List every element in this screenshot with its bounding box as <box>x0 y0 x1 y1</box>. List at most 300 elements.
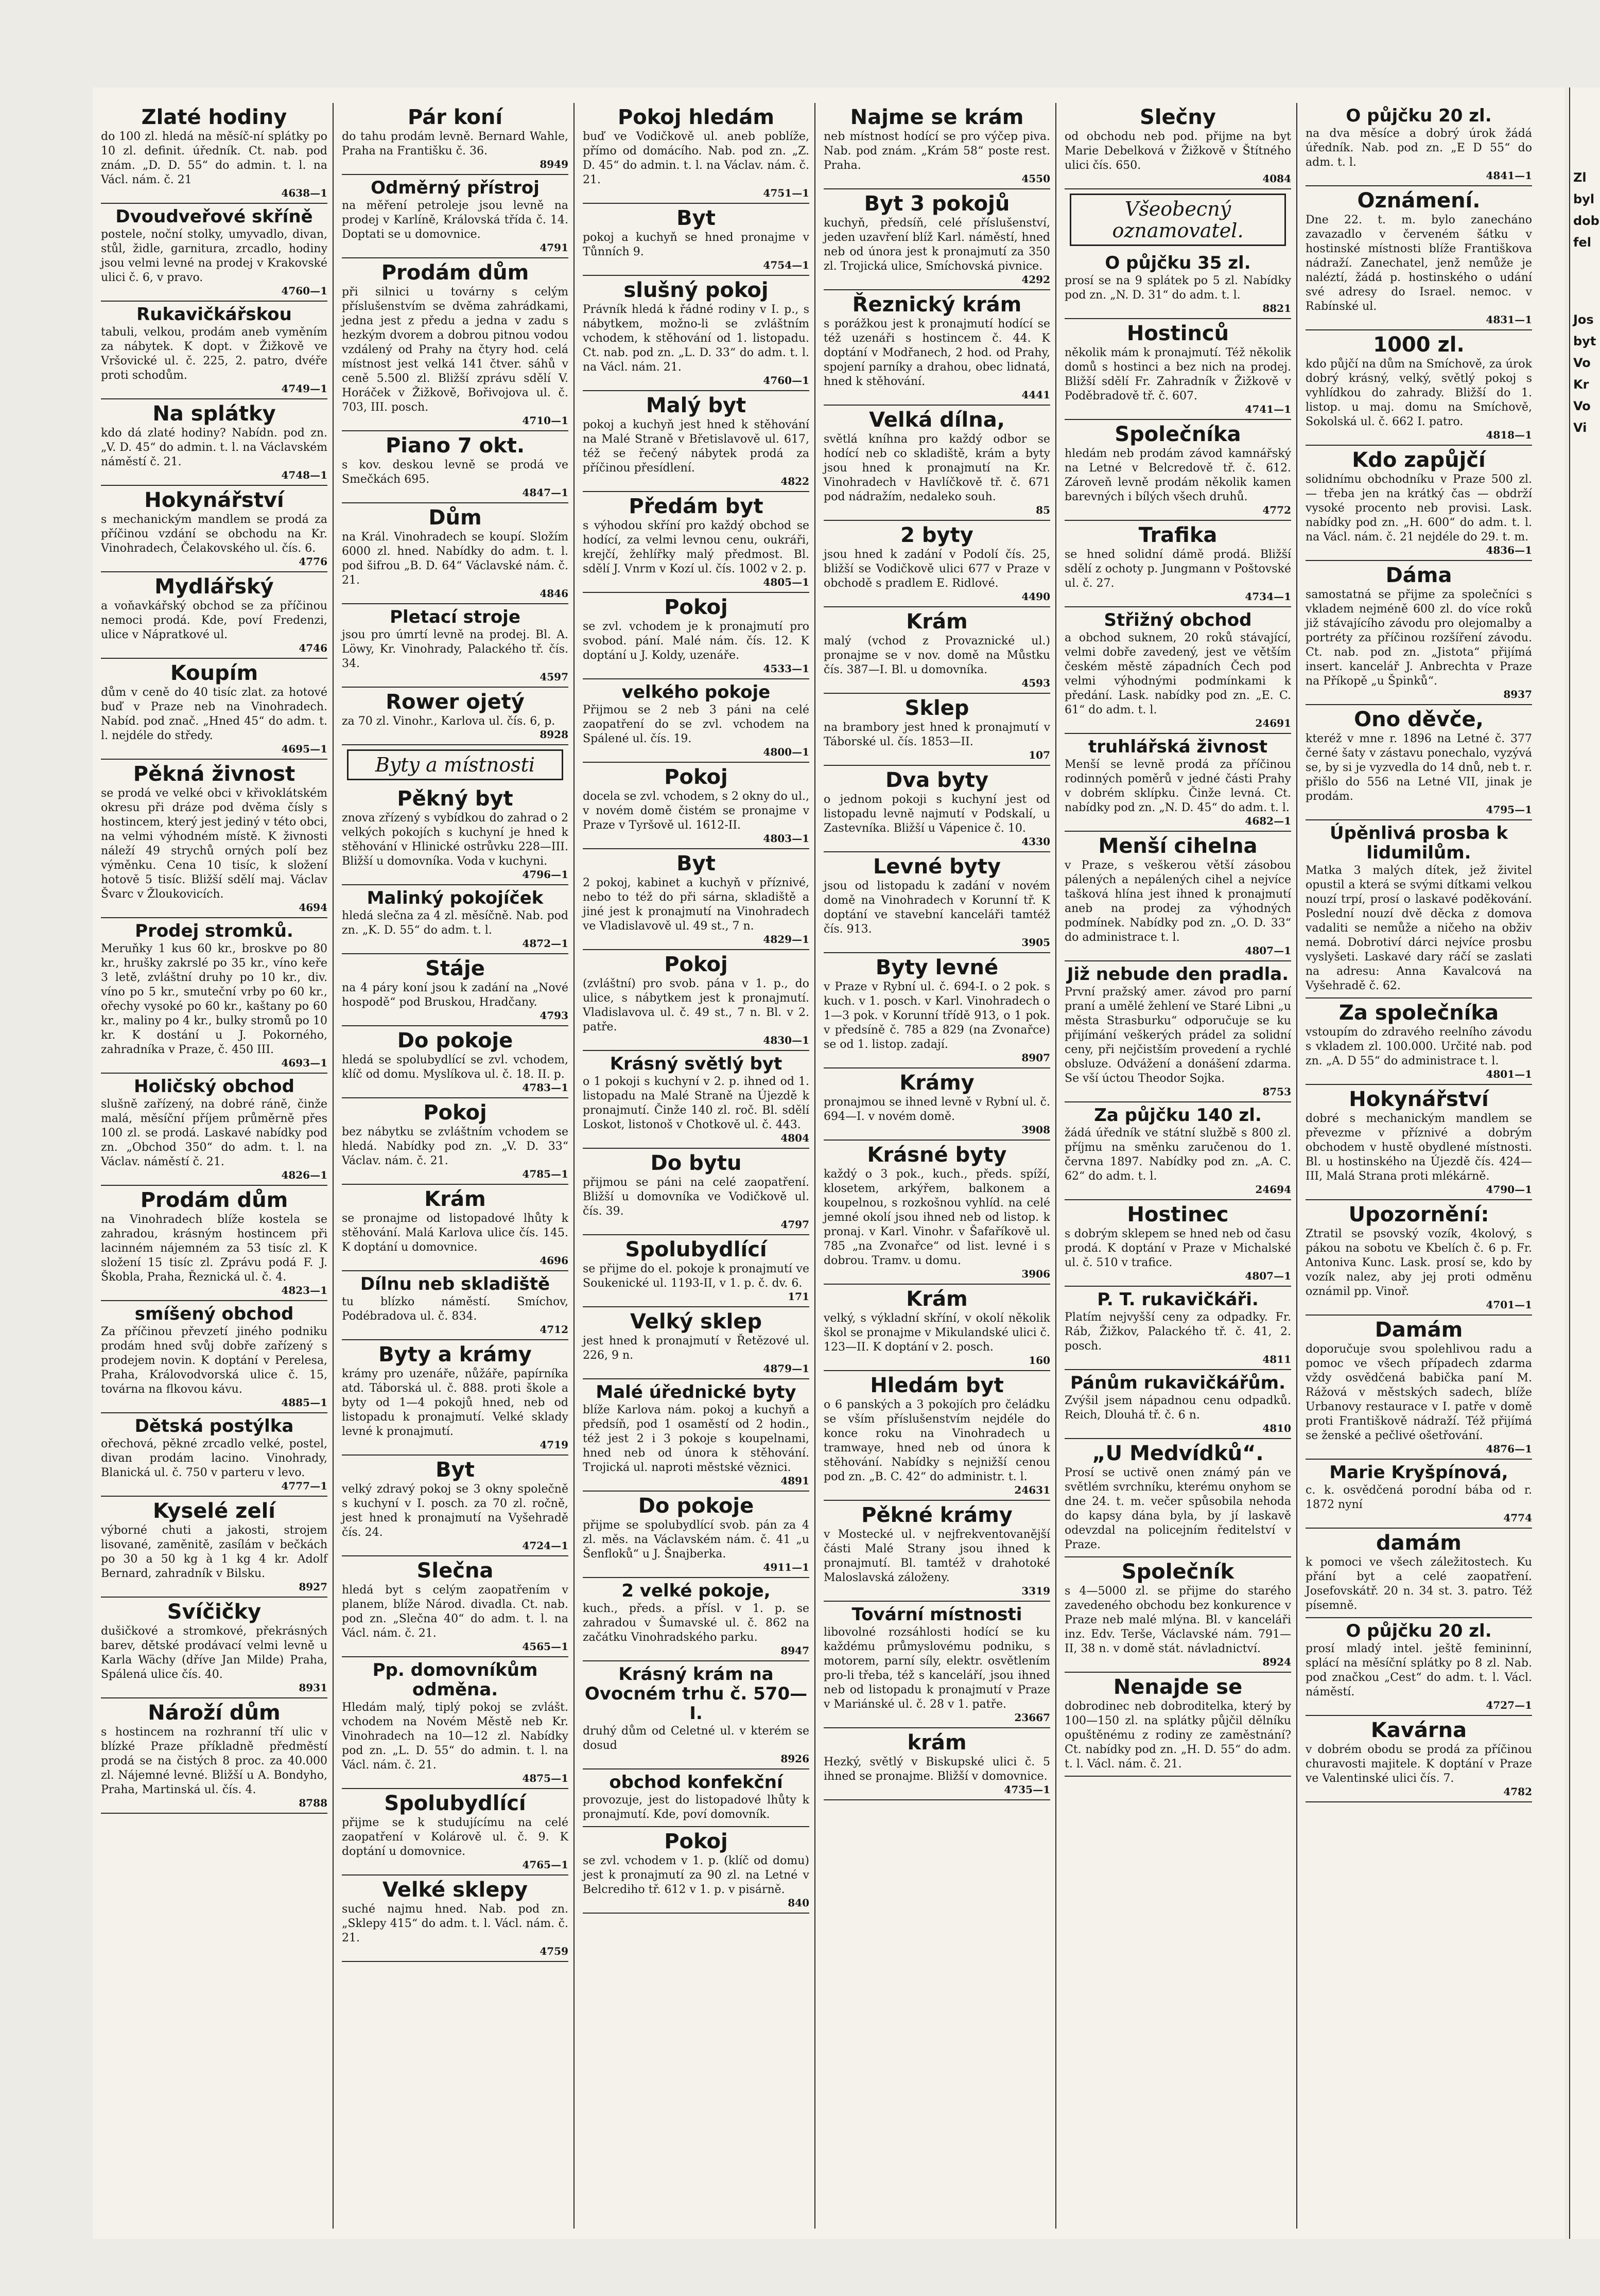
ad-title: Kavárna <box>1370 1719 1467 1742</box>
ad-code: 4490 <box>1021 590 1050 603</box>
classified-ad <box>824 766 1050 852</box>
ad-title: Prodej stromků. <box>135 921 293 941</box>
classified-ad <box>342 1876 568 1962</box>
classified-ad <box>342 1657 568 1789</box>
ad-title: Malé úřednické byty <box>596 1382 796 1403</box>
ad-body: na Vinohradech blíže kostela se zahradou, krásným hostincem při lacinném nájemném za 53 tisíc zl. K složení 15 tisíc zl. Zprávu podá F. J. Škobla, Praha, Řeznická ul. č. 4. <box>101 1213 327 1284</box>
ad-code: 8924 <box>1262 1656 1291 1668</box>
ad-title: krám <box>907 1731 967 1755</box>
ad-body: Dne 22. t. m. bylo zanecháno zavazadlo v červeném šátku v hostinské místnosti blíže Františkova nádraží. Zanechatel, jenž nemůže je naléztí, žádá p. hostinského o udání své adresy do Israel. nemoc. v Rabínské ul. <box>1306 214 1532 313</box>
classified-ad <box>1306 705 1532 820</box>
ad-code: 85 <box>1036 504 1050 516</box>
classified-ad <box>583 204 809 276</box>
ad-body: prosí mladý intel. ještě femininní, splácí na měsíční splátky po 8 zl. Nab. pod značkou „Cest“ do adm. t. l. Václ. náměstí. <box>1306 1642 1532 1698</box>
ad-title: O půjčku 20 zl. <box>1346 106 1492 126</box>
ad-code: 4823—1 <box>281 1284 327 1296</box>
classified-ad <box>824 1068 1050 1141</box>
ad-title: Hledám byt <box>870 1374 1004 1397</box>
ad-title: Pokoj <box>664 1830 728 1853</box>
ad-title: Krám <box>906 610 968 634</box>
ad-body: přijmou se páni na celé zaopatření. Bližší u domovníka ve Vodičkově ul. čís. 39. <box>583 1176 809 1218</box>
ad-title: Do bytu <box>650 1151 742 1175</box>
ad-body: neb místnost hodící se pro výčep piva. Nab. pod znám. „Krám 58“ poste rest. Praha. <box>824 130 1050 172</box>
ad-code: 4734—1 <box>1245 590 1291 603</box>
ad-code: 8821 <box>1262 302 1291 314</box>
ad-title: 2 velké pokoje, <box>621 1581 771 1601</box>
ad-code: 4638—1 <box>281 187 327 199</box>
ad-title: Slečny <box>1140 106 1216 129</box>
ad-title: Ono děvče, <box>1354 708 1484 731</box>
classified-ad <box>1065 607 1291 734</box>
ad-code: 8927 <box>299 1581 327 1593</box>
ad-code: 4804 <box>780 1132 809 1144</box>
column-rule <box>1055 103 1056 2229</box>
ad-title: Malý byt <box>646 394 746 417</box>
ad-body: druhý dům od Celetné ul. v kterém se dosud <box>583 1725 809 1752</box>
ad-code: 23667 <box>1014 1711 1050 1724</box>
ad-body: Hezký, světlý v Biskupské ulici č. 5 ihned se pronajme. Bližší v domovnice. <box>824 1756 1050 1783</box>
ad-body: kdo dá zlaté hodiny? Nabídn. pod zn. „V. D. 45“ do admin. t. l. na Václavském náměstí č. 21. <box>101 427 327 468</box>
ad-title: Předám byt <box>629 495 763 518</box>
classified-ad <box>1065 961 1291 1102</box>
classified-ad <box>101 103 327 204</box>
ad-body: při silnici u továrny s celým příslušenstvím se dvěma zahrádkami, jedna jest z předu a jedna v zadu s hezkým dvorem a dobrou pitnou vodou vzdálený od Prahy na čtyry hod. celá místnost jest velká 141 čtver. sáhů v ceně 5.500 zl. Bližší zprávu sdělí V. Horáček v Žižkově, Bořivojova ul. č. 703, III. posch. <box>342 286 568 414</box>
ad-body: Zvýšil jsem nápadnou cenu odpadků. Reich, Dlouhá tř. č. 6 n. <box>1065 1394 1291 1422</box>
ad-code: 4811 <box>1262 1353 1291 1365</box>
ad-title: Nenajde se <box>1113 1675 1243 1699</box>
ad-code: 8928 <box>540 728 568 741</box>
ad-body: dobrodinec neb dobroditelka, který by 100—150 zl. na splátky půjčil dělníku opuštěnému z rodiny ze zaměstnání? Ct. nabídky pod zn. „H. D. 55“ do adm. t. l. Václ. nám. č. 21. <box>1065 1700 1291 1771</box>
ad-code: 4710—1 <box>522 414 568 427</box>
ad-title: Na splátky <box>152 402 276 426</box>
ad-body: se zvl. vchodem v 1. p. (klíč od domu) jest k pronajmutí za 90 zl. na Letné v Belcrediho tř. 612 v 1. p. v pisárně. <box>583 1854 809 1896</box>
ad-code: 4805—1 <box>763 576 809 588</box>
ad-body: jsou pro úmrtí levně na prodej. Bl. A. Löwy, Kr. Vinohrady, Palackého tř. čís. 34. <box>342 628 568 670</box>
classified-ad <box>824 953 1050 1068</box>
ad-title: Velké sklepy <box>382 1878 528 1902</box>
ad-code: 4801—1 <box>1486 1068 1532 1080</box>
ad-body: doporučuje svou spolehlivou radu a pomoc ve všech případech zdarma vždy osvědčená babička paní M. Rážová v městských sadech, blíže Urbanovy restaurace v I. patře v domě proti Františkově nádraží. Též přijímá se ženské a pečlivé ošetřování. <box>1306 1343 1532 1442</box>
ad-code: 4330 <box>1021 835 1050 848</box>
ad-body: kuchyň, předsíň, celé příslušenství, jeden uzavření blíž Karl. náměstí, hned neb od února jest k pronajmutí za 350 zl. Trojická ulice, Smíchovská pivnice. <box>824 217 1050 273</box>
classified-column-6 <box>1303 103 1534 2229</box>
ad-code: 4796—1 <box>522 868 568 881</box>
ad-body: jsou od listopadu k zadání v novém domě na Vinohradech v Korunní tř. K doptání ve stavební kanceláři tamtéž čís. 913. <box>824 880 1050 936</box>
ad-title: Střižný obchod <box>1104 610 1252 630</box>
ad-code: 4701—1 <box>1486 1299 1532 1311</box>
ad-code: 4696 <box>540 1254 568 1267</box>
classified-ad <box>583 950 809 1051</box>
ad-title: Pěkná živnost <box>133 762 295 786</box>
classified-ad <box>1306 1085 1532 1200</box>
adjacent-page-fragment: Kr <box>1573 377 1589 392</box>
classified-ad <box>1065 1370 1291 1439</box>
ad-title: Pánům rukavičkářům. <box>1070 1373 1285 1393</box>
classified-ad <box>1065 103 1291 189</box>
ad-title: Spolubydlící <box>625 1238 767 1261</box>
ad-body: s dobrým sklepem se hned neb od času prodá. K doptání v Praze v Michalské ul. č. 510 v trafice. <box>1065 1228 1291 1269</box>
ad-body: hledám neb prodám závod kamnářský na Letné v Belcredově tř. č. 612. Zároveň levně prodám několik kamen barevných i bílých všech druhů. <box>1065 447 1291 503</box>
classified-ad <box>583 1235 809 1307</box>
classified-ad <box>342 1185 568 1271</box>
column-rule <box>573 103 575 2229</box>
ad-body: docela se zvl. vchodem, s 2 okny do ul., v novém domě čistém se pronajme v Praze v Tyršově ul. 1612-II. <box>583 790 809 832</box>
classified-ad <box>824 1141 1050 1285</box>
ad-code: 4818—1 <box>1486 429 1532 441</box>
classified-ad <box>101 1698 327 1814</box>
ad-code: 4746 <box>299 642 327 654</box>
classified-ad <box>583 849 809 950</box>
ad-title: obchod konfekční <box>609 1772 783 1793</box>
ad-title: Koupím <box>170 661 258 685</box>
classified-ad <box>1065 832 1291 961</box>
ad-body: s výhodou skříní pro každý obchod se hodící, za velmi levnou cenu, oukráři, krejčí, žehlířky malý předmost. Bl. sdělí J. Vnrm v Kozí ul. čís. 1002 v 2. p. <box>583 519 809 575</box>
ad-body: s porážkou jest k pronajmutí hodící se též uzenáři s hostincem č. 44. K doptání v Modřanech, 2 hod. od Prahy, spojení parníky a drahou, obec lidnatá, hned k stěhování. <box>824 318 1050 388</box>
ad-body: Meruňky 1 kus 60 kr., broskve po 80 kr., hrušky zakrslé po 35 kr., víno keře 3 letě, zvláštní druhy po 10 kr., div. víno po 5 kr., smuteční vrby po 60 kr., ořechy vysoké po 60 kr., kaštany po 60 kr., maliny po 4 kr., bulky stromů po 10 kr. K dostání u J. Pokorného, zahradníka v Praze, č. 450 III. <box>101 942 327 1056</box>
ad-code: 4872—1 <box>522 937 568 950</box>
ad-body: od obchodu neb pod. přijme na byt Marie Debelková v Žižkově v Štítného ulici čís. 650. <box>1065 130 1291 172</box>
ad-body: slušně zařízený, na dobré ráně, činže malá, měsíční příjem průměrně přes 100 zl. se prodá. Laskavé nabídky pod zn. „Obchod 350“ do adm. t. l. na Václav. náměstí č. 21. <box>101 1098 327 1168</box>
ad-code: 4597 <box>540 671 568 683</box>
classified-ad <box>101 204 327 302</box>
ad-code: 8926 <box>780 1752 809 1765</box>
ad-body: pokoj a kuchyň jest hned k stěhování na Malé Straně v Břetislavově ul. 617, též se řečený nábytek prodá za příčinou přesídlení. <box>583 418 809 475</box>
ad-body: v Praze, s veškerou větší zásobou pálených a nepálených cihel a nejvíce tašková hlína jest ihned k pronajmutí aneb na prodej za výhodných podmínek. Nabídky pod zn. „O. D. 33“ do administrace t. l. <box>1065 859 1291 944</box>
classified-ad <box>824 1501 1050 1602</box>
ad-code: 4724—1 <box>522 1539 568 1552</box>
ad-body: v Mostecké ul. v nejfrekventovanější části Malé Strany jsou ihned k pronajmutí. Bl. tamtéž v drahotoké Maloslavská záloženy. <box>824 1528 1050 1584</box>
ad-title: Hostinců <box>1126 322 1229 345</box>
classified-ad <box>1306 1316 1532 1460</box>
ad-title: Úpěnlivá prosba k lidumilům. <box>1330 823 1508 863</box>
ad-code: 4875—1 <box>522 1772 568 1784</box>
ad-body: světlá kníhna pro každý odbor se hodící neb co skladiště, krám a byty jsou hned k pronajmutí na Kr. Vinohradech v Havlíčkově tř. č. 671 pod nádražím, nedaleko souh. <box>824 433 1050 503</box>
ad-code: 840 <box>788 1897 809 1909</box>
ad-body: a voňavkářský obchod se za příčinou nemoci prodá. Kde, poví Fredenzi, ulice v Nápratkové ul. <box>101 600 327 641</box>
ad-body: Prosí se uctivě onen známý pán ve světlém svrchníku, kterému onyhom se dne 24. t. m. večer spůsobila nehoda do kapsy dána byla, by jí laskavě odevzdal na policejním ředitelství v Praze. <box>1065 1466 1291 1551</box>
ad-body: o 6 panských a 3 pokojích pro čeládku se vším příslušenstvím nejdéle do konce roku na Vinohradech u tramwaye, hned neb od února k stěhování. Nabídky s nejnižší cenou pod zn. „B. C. 42“ do administr. t. l. <box>824 1398 1050 1483</box>
classified-ad <box>101 659 327 760</box>
ad-title: Zlaté hodiny <box>141 106 287 129</box>
ad-body: Hledám malý, tiplý pokoj se zvlášt. vchodem na Novém Městě neb Kr. Vinohradech na 10—12 zl. Nabídky pod zn. „L. D. 55“ do admin. t. l. na Václ. nám. č. 21. <box>342 1701 568 1772</box>
ad-title: Odměrný přístroj <box>371 178 540 198</box>
classified-ad <box>1065 1673 1291 1777</box>
ad-title: Pletací stroje <box>390 607 520 627</box>
ad-code: 4885—1 <box>281 1396 327 1409</box>
ad-title: Za půjčku 140 zl. <box>1094 1105 1262 1126</box>
ad-body: se prodá ve velké obci v křivoklátském okresu při dráze pod dvěma čísly s hostincem, který jest jediný v této obci, na velmi výhodném místě. K živnosti náleží 49 strychů orných polí bez výměnku. Cena 10 tisíc, k složení hotově 5 tisíc. Bližší sdělí maj. Václav Švarc v Žloukovicích. <box>101 787 327 901</box>
adjacent-page-fragment: Vo <box>1573 399 1591 413</box>
classified-column-3 <box>581 103 811 2229</box>
ad-body: libovolné rozsáhlosti hodící se ku každému průmyslovému podniku, s motorem, parní síly, elektr. osvětlením pro-li třeba, též s kanceláří, jsou ihned neb od listopadu k pronajmutí v Praze v Mariánské ul. č. 28 v 1. patře. <box>824 1626 1050 1711</box>
ad-title: Damám <box>1375 1318 1463 1342</box>
classified-ad <box>583 1051 809 1149</box>
column-rule <box>814 103 815 2229</box>
ad-title: 1000 zl. <box>1373 333 1465 357</box>
ad-title: Upozornění: <box>1348 1203 1489 1226</box>
classified-ad <box>342 954 568 1026</box>
ad-code: 4719 <box>540 1439 568 1451</box>
classified-ad <box>342 1271 568 1340</box>
ad-body: se zvl. vchodem je k pronajmutí pro svobod. pání. Malé nám. čís. 12. K doptání u J. Koldy, uzenáře. <box>583 620 809 662</box>
classified-ad <box>583 1661 809 1769</box>
ad-body: Platím nejvyšší ceny za odpadky. Fr. Ráb, Žižkov, Palackého tř. č. 41, 2. posch. <box>1065 1311 1291 1353</box>
ad-title: Byty a krámy <box>378 1343 532 1366</box>
ad-title: „U Medvídků“. <box>1092 1442 1264 1465</box>
ad-title: smíšený obchod <box>134 1304 294 1324</box>
ad-body: se pronajme od listopadové lhůty k stěhování. Malá Karlova ulice čís. 145. K doptání u domovnice. <box>342 1212 568 1254</box>
ad-code: 4800—1 <box>763 746 809 758</box>
ad-title: P. T. rukavičkáři. <box>1097 1289 1259 1310</box>
classified-ad <box>583 1578 809 1661</box>
ad-body: Matka 3 malých dítek, jež živitel opustil a která se svými dítkami velkou nouzí trpí, prosí o laskavé poděkování. Poslední nouzí dvě děcka z domova vadaliti se nemůže a ničeho na obživ nemá. Dobrotiví dárci nejvíce prosbu vyslyšeti. Laskavé dary ráčí se zaslati na adresu: Anna Kavalcová na Vyšehradě č. 62. <box>1306 864 1532 992</box>
ad-code: 8949 <box>540 158 568 170</box>
classified-ad <box>101 572 327 659</box>
ad-body: několik mám k pronajmutí. Též několik domů s hostinci a bez nich na prodej. Bližší sdělí Fr. Zahradník v Žižkově v Poděbradově tř. č. 607. <box>1065 346 1291 402</box>
classified-ad <box>1065 1287 1291 1370</box>
ad-body: Ztratil se psovský vozík, 4kolový, s pákou na sobotu ve Kbelích č. 6 p. Fr. Antoniva Kunc. Lask. prosí se, kdo by vozík nalez, aby jej proti odměnu oznámil pp. Vinoř. <box>1306 1228 1532 1298</box>
classified-ad <box>1306 998 1532 1085</box>
classified-ad <box>824 607 1050 694</box>
ad-body: Za příčinou převzetí jiného podniku prodám hned svůj dobře zařízený s prodejem novin. K doptání v Perelesa, Praha, Královodvorská ulice č. 15, továrna na flkovou kávu. <box>101 1325 327 1396</box>
ad-code: 4712 <box>540 1323 568 1336</box>
ad-title: Mydlářský <box>154 575 274 599</box>
ad-body: s hostincem na rozhranní tří ulic v blízké Praze příkladně předměstí prodá se na čistých 8 proc. za 40.000 zl. Nájemné levné. Bližší u A. Bondyho, Praha, Martinská ul. čís. 4. <box>101 1726 327 1796</box>
ad-code: 4751—1 <box>763 187 809 199</box>
ad-code: 4760—1 <box>281 285 327 297</box>
ad-body: ořechová, pěkné zrcadlo velké, postel, divan prodám lacino. Vinohrady, Blanická ul. č. 750 v parteru v levo. <box>101 1438 327 1479</box>
ad-code: 4292 <box>1021 273 1050 286</box>
ad-body: bez nábytku se zvláštním vchodem se hledá. Nabídky pod zn. „V. D. 33“ Václav. nám. č. 21. <box>342 1126 568 1167</box>
ad-title: Pp. domovníkům odměna. <box>372 1660 538 1700</box>
ad-body: na brambory jest hned k pronajmutí v Táborské ul. čís. 1853—II. <box>824 721 1050 748</box>
ad-title: Rower ojetý <box>386 690 525 714</box>
classified-ad <box>1306 1716 1532 1802</box>
ad-body: jest hned k pronajmutí v Řetězové ul. 226, 9 n. <box>583 1335 809 1362</box>
classified-ad <box>824 189 1050 290</box>
classified-ad <box>342 1789 568 1876</box>
ad-code: 4748—1 <box>281 469 327 481</box>
classified-ad <box>824 103 1050 189</box>
classified-ad <box>101 486 327 572</box>
classified-ad <box>342 688 568 745</box>
ad-body: jsou hned k zadání v Podolí čís. 25, bližší se Vodičkově ulici 677 v Praze v obchodě s pradlem E. Ridlové. <box>824 548 1050 590</box>
ad-body: na Král. Vinohradech se koupí. Složím 6000 zl. hned. Nabídky do adm. t. l. pod šifrou „B. D. 64“ Václavské nám. č. 21. <box>342 531 568 587</box>
ad-body: v dobrém obodu se prodá za příčinou churavosti majitele. K doptání v Praze ve Valentinské ulici čís. 7. <box>1306 1743 1532 1785</box>
ad-body: pronajmou se ihned levně v Rybní ul. č. 694—I. v novém domě. <box>824 1096 1050 1123</box>
column-rule <box>1296 103 1297 2229</box>
ad-code: 4593 <box>1021 677 1050 689</box>
ad-title: Byt <box>436 1458 475 1482</box>
ad-title: velkého pokoje <box>621 682 771 703</box>
ad-title: Byt 3 pokojů <box>864 192 1010 216</box>
classified-ad <box>101 918 327 1074</box>
classified-ad <box>583 679 809 763</box>
ad-title: Krásný světlý byt <box>610 1054 782 1074</box>
ad-body: se hned solidní dámě prodá. Bližší sdělí z ochoty p. Jungmann v Poštovské ul. č. 27. <box>1065 548 1291 590</box>
ad-code: 4533—1 <box>763 662 809 675</box>
classified-ad <box>583 1307 809 1379</box>
classified-ad <box>583 391 809 492</box>
adjacent-page-fragment: byt <box>1573 334 1596 348</box>
ad-code: 4829—1 <box>763 933 809 945</box>
ad-body: s 4—5000 zl. se přijme do starého zavedeného obchodu bez konkurence v Praze neb malé mlýna. Bl. v kanceláři inz. Edv. Terše, Václavské nám. 791—II, 38 n. v domě stát. návladnictví. <box>1065 1585 1291 1655</box>
adjacent-page-fragment: Vo <box>1573 356 1591 370</box>
classified-ad <box>342 1340 568 1456</box>
ad-title: Prodám dům <box>381 261 529 285</box>
ad-body: v Praze v Rybní ul. č. 694-I. o 2 pok. s kuch. v 1. posch. v Karl. Vinohradech o 1—3 pok. v Korunní třídě 913, o 1 pok. v předsíně č. 785 a 829 (na Zvonařce) se od 1. listop. zadají. <box>824 980 1050 1051</box>
classified-ad <box>824 1371 1050 1501</box>
ad-title: Krásný krám na Ovocném trhu č. 570—I. <box>584 1664 808 1724</box>
ad-body: malý (vchod z Provaznické ul.) pronajme se v nov. domě na Můstku čís. 387—I. Bl. u domovníka. <box>824 635 1050 676</box>
ad-code: 4783—1 <box>522 1081 568 1094</box>
ad-body: dům v ceně do 40 tisíc zlat. za hotové buď v Praze neb na Vinohradech. Nabíd. pod znač. „Hned 45“ do adm. t. l. nejdéle do středy. <box>101 686 327 742</box>
ad-title: Velká dílna, <box>869 408 1005 432</box>
ad-code: 4879—1 <box>763 1362 809 1375</box>
ad-code: 4693—1 <box>281 1057 327 1069</box>
ad-code: 4793 <box>540 1009 568 1022</box>
classified-ad <box>1306 1200 1532 1316</box>
ad-code: 8947 <box>780 1644 809 1657</box>
ad-title: Pár koní <box>407 106 503 129</box>
ad-body: samostatná se přijme za společníci s vkladem nejméně 600 zl. do více roků již stávajícího závodu pro olejomalby a portréty za příčinou rozšíření závodu. Ct. nab. pod zn. „Jistota“ přijímá insert. kancelář J. Anbrechta v Praze na Příkopě „u Špinků“. <box>1306 588 1532 688</box>
ad-body: postele, noční stolky, umyvadlo, divan, stůl, židle, garnitura, zrcadlo, hodiny jsou velmi levné na prodej v Krakovské ulici č. 6, v pravo. <box>101 228 327 284</box>
ad-code: 4911—1 <box>763 1561 809 1573</box>
ad-body: První pražský amer. závod pro parní praní a umělé žehlení ve Staré Libni „u města Strasburku“ odporučuje se ku přijímání veškerých prádel za solidní ceny, při nejčistším provedení a rychlé obsluze. Odvážení a donášení zdarma. Se vší úctou Theodor Sojka. <box>1065 986 1291 1085</box>
ad-title: damám <box>1376 1531 1462 1555</box>
classified-ad <box>101 1074 327 1186</box>
ad-title: Pokoj <box>664 595 728 619</box>
ad-body: prosí se na 9 splátek po 5 zl. Nabídky pod zn. „N. D. 31“ do adm. t. l. <box>1065 274 1291 302</box>
ad-body: každý o 3 pok., kuch., předs. spíží, klosetem, arkýřem, balkonem a koupelnou, s rozkošnou vyhlíd. na celé jemné okolí jsou ihned neb od listop. k pronaj. v Karl. Vinohr. v Šafaříkově ul. 785 „na Zvonařce“ od list. levné i s dobrou. Tramv. u domu. <box>824 1168 1050 1267</box>
ad-title: slušný pokoj <box>623 278 769 302</box>
ad-code: 4876—1 <box>1486 1443 1532 1455</box>
classified-ad <box>824 521 1050 607</box>
ad-body: blíže Karlova nám. pokoj a kuchyň a předsíň, pod 1 osaměstí od 2 hodin., též jest 2 i 3 pokoje s koupelnami, hned neb od února k stěhování. Trojická ul. naproti městské věznici. <box>583 1404 809 1474</box>
ad-title: Kyselé zelí <box>152 1499 276 1523</box>
ad-code: 4550 <box>1021 172 1050 185</box>
classified-ad <box>1306 330 1532 446</box>
ad-title: Za společníka <box>1338 1001 1499 1025</box>
ad-code: 4782 <box>1503 1785 1532 1798</box>
classified-ad <box>583 276 809 391</box>
classified-ad <box>1065 1200 1291 1287</box>
ad-title: Hokynářství <box>1349 1088 1489 1111</box>
ad-code: 4741—1 <box>1245 403 1291 415</box>
ad-title: Pěkné krámy <box>861 1503 1013 1527</box>
ad-body: žádá úředník ve státní službě s 800 zl. příjmu na směnku zaručenou do 1. června 1897. Nabídky pod zn. „A. C. 62“ do adm. t. l. <box>1065 1127 1291 1183</box>
ad-code: 4754—1 <box>763 259 809 271</box>
ad-body: k pomoci ve všech záležitostech. Ku přání byt a celé zaopatření. Josefovskátř. 20 n. 34 st. 3. patro. Též písemně. <box>1306 1556 1532 1612</box>
ad-title: Trafika <box>1138 523 1218 547</box>
classified-ad <box>824 852 1050 953</box>
classified-ad <box>824 694 1050 766</box>
ad-code: 4727—1 <box>1486 1699 1532 1711</box>
classified-ad <box>101 1301 327 1413</box>
ad-code: 160 <box>1029 1354 1050 1366</box>
classified-ad <box>342 503 568 604</box>
ad-code: 4826—1 <box>281 1169 327 1181</box>
classified-ad <box>583 492 809 593</box>
ad-title: Pěkný byt <box>397 787 513 811</box>
classified-ad <box>101 760 327 918</box>
ad-title: Svíčičky <box>167 1600 262 1624</box>
ad-title: Hostinec <box>1127 1203 1229 1226</box>
ad-title: Sklep <box>905 696 969 720</box>
ad-code: 171 <box>788 1290 809 1303</box>
classified-ad <box>583 1827 809 1914</box>
adjacent-page-fragment: Jos <box>1573 312 1594 327</box>
ad-code: 107 <box>1029 749 1050 761</box>
ad-body: velký, s výkladní skříní, v okolí několik škol se pronajme v Mikulandské ulici č. 123—II. K doptání v 2. posch. <box>824 1312 1050 1354</box>
ad-title: 2 byty <box>900 523 973 547</box>
ad-body: se přijme do el. pokoje k pronajmutí ve Soukenické ul. 1193-II, v 1. p. č. dv. 6. <box>583 1263 809 1290</box>
ad-code: 4810 <box>1262 1422 1291 1434</box>
ad-title: Stáje <box>425 957 485 980</box>
ad-code: 4830—1 <box>763 1034 809 1046</box>
adjacent-page-text <box>1570 87 1600 435</box>
ad-body: výborné chuti a jakosti, strojem lisované, zaměnitě, zasílám v bečkách po 30 a 50 kg à 1 kg 4 kr. Adolf Bernard, zahradník v Bilsku. <box>101 1524 327 1580</box>
classified-ad <box>101 1413 327 1497</box>
classified-ad <box>1065 521 1291 607</box>
ad-code: 4695—1 <box>281 743 327 755</box>
ad-code: 4891 <box>780 1475 809 1487</box>
classified-ad <box>1306 820 1532 998</box>
ad-code: 4759 <box>540 1945 568 1957</box>
ad-code: 4836—1 <box>1486 544 1532 556</box>
classified-ad <box>1065 1102 1291 1200</box>
ad-body: (zvláštní) pro svob. pána v 1. p., do ulice, s nábytkem jest k pronajmutí. Vladislavova ul. č. 49 st., 7 n. Bl. v 2. patře. <box>583 977 809 1033</box>
ad-code: 4803—1 <box>763 832 809 845</box>
ad-title: Krámy <box>899 1071 975 1095</box>
ad-body: o 1 pokoji s kuchyní v 2. p. ihned od 1. listopadu na Malé Straně na Újezdě k pronajmutí. Činže 140 zl. roč. Bl. sdělí Loskot, listonoš v Chotkově ul. č. 443. <box>583 1075 809 1131</box>
ad-code: 4785—1 <box>522 1168 568 1180</box>
ad-code: 4807—1 <box>1245 1270 1291 1282</box>
classified-ad <box>1306 103 1532 186</box>
ad-title: Již nebude den pradla. <box>1067 964 1289 985</box>
ad-body: hledá slečna za 4 zl. měsíčně. Nab. pod zn. „K. D. 55“ do adm. t. l. <box>342 909 568 937</box>
ad-title: Dům <box>428 506 482 530</box>
ad-code: 4682—1 <box>1245 815 1291 827</box>
ad-title: Pokoj <box>664 765 728 789</box>
classified-ad <box>342 784 568 885</box>
ad-title: Nároží dům <box>148 1701 281 1725</box>
ad-title: Krásné byty <box>867 1143 1007 1167</box>
ad-code: 4822 <box>780 475 809 487</box>
ad-body: dobré s mechanickým mandlem se převezme v příznivé a dobrým obchodem v hustě obydlené místnosti. Bl. u hostinského na Újezdě čís. 424—III, Malá Strana proti mlékárně. <box>1306 1112 1532 1183</box>
ad-body: hledá se spolubydlící se zvl. vchodem, klíč od domu. Myslíkova ul. č. 18. II. p. <box>342 1054 568 1081</box>
classified-ad <box>1306 561 1532 705</box>
ad-title: Velký sklep <box>630 1310 762 1334</box>
ad-code: 4777—1 <box>281 1480 327 1492</box>
ad-title: Byty levné <box>875 956 999 979</box>
ad-body: na dva měsíce a dobrý úrok žádá úředník. Nab. pod zn. „E D 55“ do adm. t. l. <box>1306 127 1532 169</box>
classified-column-5 <box>1063 103 1293 2229</box>
classified-ad <box>342 175 568 258</box>
ad-code: 4694 <box>299 901 327 914</box>
ad-title: Tovární místnosti <box>851 1604 1022 1625</box>
classified-ad <box>342 1098 568 1185</box>
ad-body: kteréž v mne r. 1896 na Letné č. 377 černé šaty v zástavu ponechalo, vyzývá se, by si je vyzvedla do 14 dnů, neb t. r. přišlo do 556 na Letné VII, jinak je prodám. <box>1306 732 1532 803</box>
ad-title: Do pokoje <box>397 1029 513 1053</box>
ad-title: Rukavičkářskou <box>136 304 292 325</box>
ad-title: Dva byty <box>885 768 989 792</box>
ad-code: 8931 <box>299 1681 327 1694</box>
classified-ad <box>1065 250 1291 319</box>
ad-code: 4084 <box>1262 172 1291 185</box>
ad-code: 4797 <box>780 1218 809 1231</box>
ad-code: 4749—1 <box>281 382 327 395</box>
